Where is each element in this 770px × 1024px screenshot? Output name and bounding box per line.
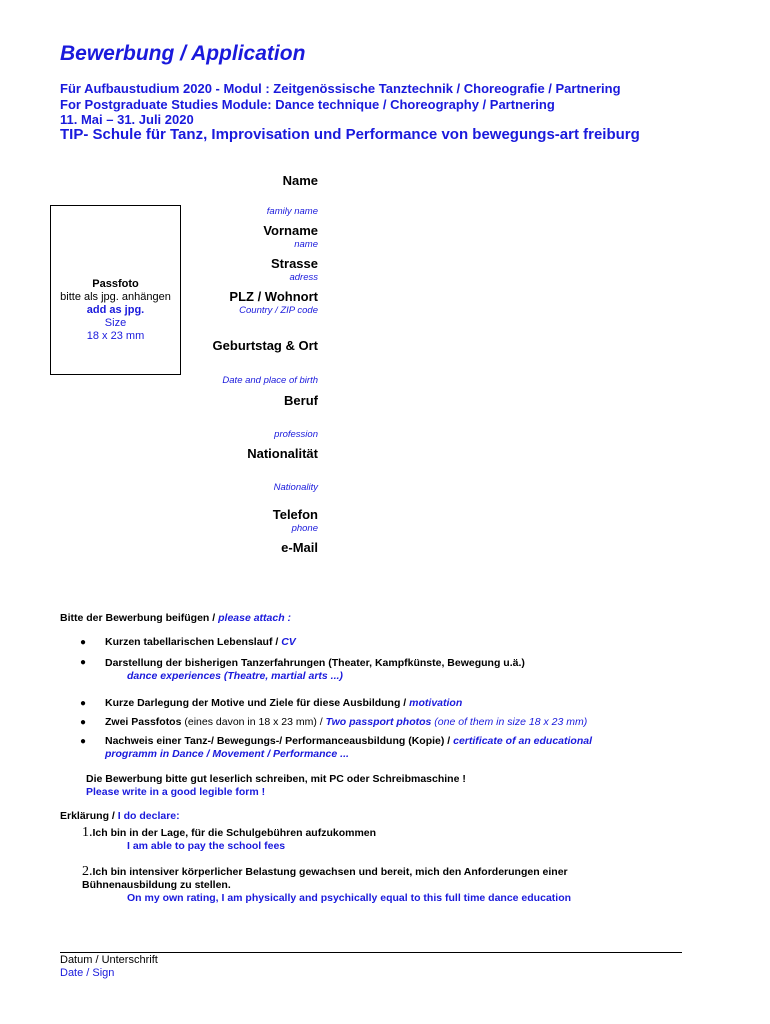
attach-item-photos: Zwei Passfotos (eines davon in 18 x 23 mm) / Two passport photos (one of them in size 18 x 23 mm) bbox=[105, 716, 588, 728]
course-line-de: Für Aufbaustudium 2020 - Modul : Zeitgenössische Tanztechnik / Choreografie / Partnering bbox=[60, 81, 621, 96]
field-label-strasse: Strasse bbox=[271, 256, 318, 271]
photo-size-value: 18 x 23 mm bbox=[86, 330, 145, 342]
course-dates: 11. Mai – 31. Juli 2020 bbox=[60, 112, 194, 127]
photo-label: Passfoto bbox=[92, 278, 139, 290]
declaration-1: 1.Ich bin in der Lage, für die Schulgebühren aufzukommen bbox=[82, 825, 377, 840]
attach-item-experience: Darstellung der bisherigen Tanzerfahrungen (Theater, Kampfkünste, Bewegung u.ä.) bbox=[105, 657, 525, 669]
passport-photo-box[interactable] bbox=[50, 205, 181, 375]
declaration-2: 2.Ich bin intensiver körperlicher Belastung gewachsen und bereit, mich den Anforderungen einer bbox=[82, 864, 568, 879]
field-sub-nationality: Nationality bbox=[273, 482, 318, 493]
field-label-birth: Geburtstag & Ort bbox=[212, 338, 318, 353]
attach-item-experience-en: dance experiences (Theatre, martial arts ...) bbox=[127, 670, 343, 682]
photo-size-label: Size bbox=[104, 317, 127, 329]
legibility-note-en: Please write in a good legible form ! bbox=[86, 786, 266, 798]
field-sub-phone: phone bbox=[291, 523, 318, 534]
declare-heading: Erklärung / I do declare: bbox=[60, 810, 180, 822]
school-name: TIP- Schule für Tanz, Improvisation und Performance von bewegungs-art freiburg bbox=[60, 126, 640, 143]
field-label-nationality: Nationalität bbox=[247, 446, 318, 461]
bullet-icon: ● bbox=[80, 637, 87, 648]
page-title: Bewerbung / Application bbox=[60, 42, 306, 65]
field-sub-address: adress bbox=[289, 272, 318, 283]
legibility-note: Die Bewerbung bitte gut leserlich schreiben, mit PC oder Schreibmaschine ! bbox=[86, 773, 466, 785]
field-label-telefon: Telefon bbox=[272, 507, 318, 522]
declaration-1-en: I am able to pay the school fees bbox=[127, 840, 286, 852]
bullet-icon: ● bbox=[80, 736, 87, 747]
field-sub-family-name: family name bbox=[266, 206, 318, 217]
field-label-plz: PLZ / Wohnort bbox=[229, 289, 318, 304]
bullet-icon: ● bbox=[80, 698, 87, 709]
attach-item-cv: Kurzen tabellarischen Lebenslauf / CV bbox=[105, 636, 296, 648]
signature-label: Datum / Unterschrift bbox=[60, 954, 158, 966]
signature-line[interactable] bbox=[60, 952, 682, 953]
field-label-beruf: Beruf bbox=[284, 393, 318, 408]
field-label-name: Name bbox=[282, 173, 318, 188]
attach-heading: Bitte der Bewerbung beifügen / please attach : bbox=[60, 612, 292, 624]
bullet-icon: ● bbox=[80, 717, 87, 728]
declaration-2-en: On my own rating, I am physically and psychically equal to this full time dance education bbox=[127, 892, 572, 904]
bullet-icon: ● bbox=[80, 657, 87, 668]
field-label-email: e-Mail bbox=[281, 540, 318, 555]
field-sub-country-zip: Country / ZIP code bbox=[239, 305, 318, 316]
attach-item-motivation: Kurze Darlegung der Motive und Ziele für diese Ausbildung / motivation bbox=[105, 697, 463, 709]
photo-instruction-en: add as jpg. bbox=[86, 304, 145, 316]
signature-label-en: Date / Sign bbox=[60, 967, 115, 979]
field-sub-name: name bbox=[294, 239, 318, 250]
attach-item-certificate-en: programm in Dance / Movement / Performance ... bbox=[105, 748, 349, 760]
course-line-en: For Postgraduate Studies Module: Dance technique / Choreography / Partnering bbox=[60, 97, 555, 112]
attach-item-certificate: Nachweis einer Tanz-/ Bewegungs-/ Performanceausbildung (Kopie) / certificate of an educational bbox=[105, 735, 592, 747]
photo-instruction: bitte als jpg. anhängen bbox=[60, 291, 171, 303]
field-sub-birth: Date and place of birth bbox=[222, 375, 318, 386]
field-sub-profession: profession bbox=[274, 429, 318, 440]
field-label-vorname: Vorname bbox=[263, 223, 318, 238]
declaration-2-cont: Bühnenausbildung zu stellen. bbox=[82, 879, 231, 891]
